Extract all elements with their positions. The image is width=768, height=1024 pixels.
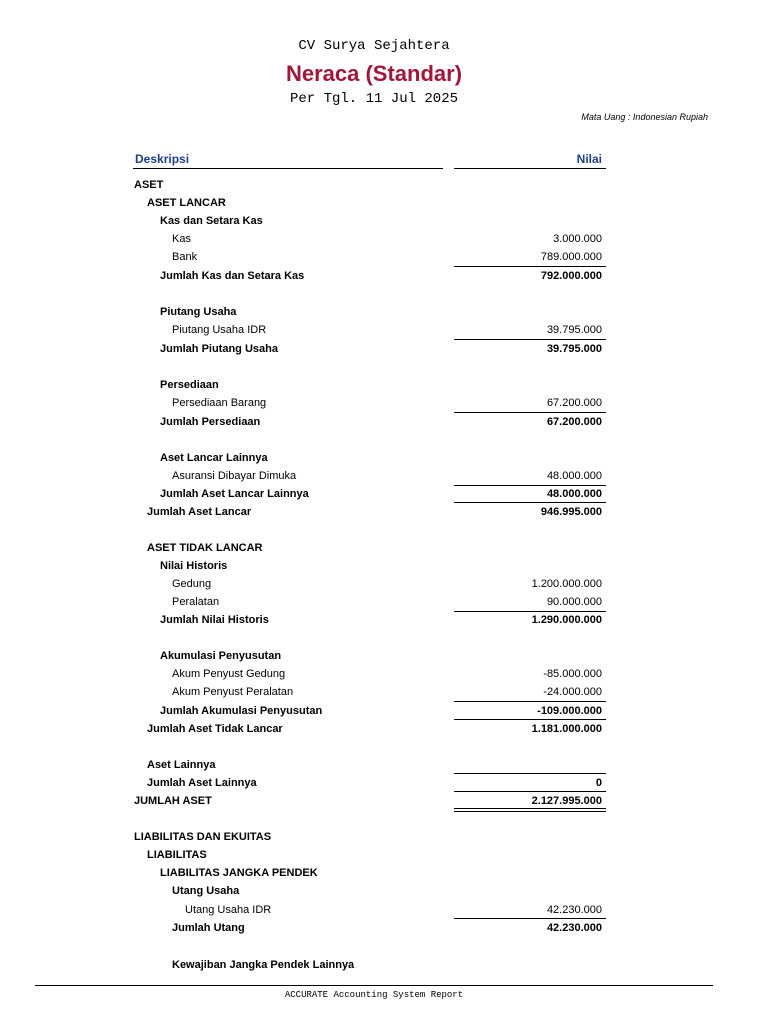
row-label: Akum Penyust Peralatan bbox=[172, 686, 294, 698]
account-row bbox=[0, 576, 768, 594]
account-row bbox=[0, 594, 768, 612]
subtotal-line bbox=[454, 266, 606, 267]
row-label: Jumlah Kas dan Setara Kas bbox=[160, 270, 305, 282]
row-label: Aset Lancar Lainnya bbox=[160, 452, 268, 464]
subgroup-heading bbox=[0, 865, 768, 883]
row-value: 2.127.995.000 bbox=[531, 795, 602, 807]
subtotal-row bbox=[0, 341, 768, 359]
subgroup-heading bbox=[0, 450, 768, 468]
row-label: Jumlah Nilai Historis bbox=[160, 614, 269, 626]
row-label: Jumlah Persediaan bbox=[160, 416, 261, 428]
row-value: 90.000.000 bbox=[546, 596, 602, 608]
row-label: LIABILITAS bbox=[147, 849, 207, 861]
subtotal-row bbox=[0, 703, 768, 721]
row-label: ASET LANCAR bbox=[147, 197, 226, 209]
row-value: 1.200.000.000 bbox=[531, 578, 602, 590]
total-line bbox=[454, 719, 606, 720]
row-label: Piutang Usaha bbox=[160, 306, 237, 318]
row-label: Kas dan Setara Kas bbox=[160, 215, 263, 227]
subtotal-row bbox=[0, 414, 768, 432]
group-heading bbox=[0, 847, 768, 865]
row-value: -109.000.000 bbox=[537, 705, 602, 717]
subgroup-heading bbox=[0, 304, 768, 322]
total-row bbox=[0, 504, 768, 522]
row-label: Nilai Historis bbox=[160, 560, 228, 572]
header-underline-description bbox=[133, 168, 443, 169]
row-label: Asuransi Dibayar Dimuka bbox=[172, 470, 297, 482]
row-value: -85.000.000 bbox=[543, 668, 602, 680]
report-title: Neraca (Standar) bbox=[285, 61, 463, 86]
row-label: Jumlah Aset Lancar bbox=[147, 506, 252, 518]
subtotal-line bbox=[454, 339, 606, 340]
subtotal-row bbox=[0, 920, 768, 938]
subgroup-heading bbox=[0, 957, 768, 975]
row-value: 789.000.000 bbox=[540, 251, 602, 263]
total-line bbox=[454, 791, 606, 792]
row-label: Persediaan bbox=[160, 379, 219, 391]
group-heading bbox=[0, 540, 768, 558]
subtotal-line bbox=[454, 918, 606, 919]
section-heading bbox=[0, 829, 768, 847]
group-heading bbox=[0, 195, 768, 213]
row-value: 67.200.000 bbox=[546, 416, 602, 428]
row-label: Jumlah Aset Lainnya bbox=[147, 777, 257, 789]
row-label: JUMLAH ASET bbox=[134, 795, 212, 807]
row-value: 42.230.000 bbox=[546, 904, 602, 916]
row-value: 946.995.000 bbox=[540, 506, 602, 518]
account-row bbox=[0, 468, 768, 486]
account-row bbox=[0, 322, 768, 340]
row-label: Jumlah Akumulasi Penyusutan bbox=[160, 705, 323, 717]
total-line bbox=[454, 502, 606, 503]
row-value: 792.000.000 bbox=[540, 270, 602, 282]
row-label: Kas bbox=[172, 233, 191, 245]
subtotal-line bbox=[454, 701, 606, 702]
footer-text: ACCURATE Accounting System Report bbox=[284, 990, 464, 1000]
subgroup-heading bbox=[0, 558, 768, 576]
subtotal-row bbox=[0, 612, 768, 630]
row-label: Peralatan bbox=[172, 596, 220, 608]
grand-total-row bbox=[0, 793, 768, 811]
account-row bbox=[0, 902, 768, 920]
subtotal-row bbox=[0, 486, 768, 504]
row-label: Kewajiban Jangka Pendek Lainnya bbox=[172, 959, 355, 971]
row-value: 39.795.000 bbox=[546, 324, 602, 336]
subgroup-heading bbox=[0, 648, 768, 666]
account-row bbox=[0, 231, 768, 249]
row-value: 1.181.000.000 bbox=[531, 723, 602, 735]
row-value: 0 bbox=[595, 777, 602, 789]
header-underline-value bbox=[454, 168, 606, 169]
row-label: Akumulasi Penyusutan bbox=[160, 650, 282, 662]
row-value: 1.290.000.000 bbox=[531, 614, 602, 626]
row-label: Jumlah Piutang Usaha bbox=[160, 343, 278, 355]
section-heading bbox=[0, 177, 768, 195]
row-label: Jumlah Aset Tidak Lancar bbox=[147, 723, 283, 735]
row-value: 67.200.000 bbox=[546, 397, 602, 409]
total-row bbox=[0, 721, 768, 739]
row-label: Piutang Usaha IDR bbox=[172, 324, 267, 336]
subgroup-heading bbox=[0, 377, 768, 395]
row-label: Akum Penyust Gedung bbox=[172, 668, 286, 680]
total-row bbox=[0, 775, 768, 793]
company-name: CV Surya Sejahtera bbox=[298, 38, 450, 54]
currency-note: Mata Uang : Indonesian Rupiah bbox=[581, 112, 708, 122]
subtotal-row bbox=[0, 268, 768, 286]
row-value: 48.000.000 bbox=[546, 470, 602, 482]
row-label: Jumlah Aset Lancar Lainnya bbox=[160, 488, 309, 500]
account-row bbox=[0, 684, 768, 702]
row-label: ASET bbox=[134, 179, 164, 191]
row-label: LIABILITAS JANGKA PENDEK bbox=[160, 867, 318, 879]
column-header-value: Nilai bbox=[576, 152, 602, 166]
row-label: Gedung bbox=[172, 578, 212, 590]
row-label: ASET TIDAK LANCAR bbox=[147, 542, 263, 554]
row-label: Aset Lainnya bbox=[147, 759, 216, 771]
row-value: 42.230.000 bbox=[546, 922, 602, 934]
report-date: Per Tgl. 11 Jul 2025 bbox=[289, 91, 459, 107]
row-label: Jumlah Utang bbox=[172, 922, 245, 934]
account-row bbox=[0, 249, 768, 267]
row-value: 48.000.000 bbox=[546, 488, 602, 500]
row-label: Utang Usaha bbox=[172, 885, 240, 897]
subtotal-line bbox=[454, 412, 606, 413]
subgroup-heading bbox=[0, 883, 768, 901]
row-label: LIABILITAS DAN EKUITAS bbox=[134, 831, 272, 843]
row-value: -24.000.000 bbox=[543, 686, 602, 698]
row-value: 39.795.000 bbox=[546, 343, 602, 355]
footer-divider bbox=[35, 985, 713, 986]
account-row bbox=[0, 395, 768, 413]
column-header-description: Deskripsi bbox=[135, 152, 190, 166]
subgroup-heading bbox=[0, 213, 768, 231]
row-value: 3.000.000 bbox=[553, 233, 602, 245]
grand-total-double-line bbox=[454, 808, 606, 812]
group-heading bbox=[0, 757, 768, 775]
row-label: Utang Usaha IDR bbox=[185, 904, 272, 916]
subtotal-line bbox=[454, 773, 606, 774]
row-label: Persediaan Barang bbox=[172, 397, 267, 409]
account-row bbox=[0, 666, 768, 684]
row-label: Bank bbox=[172, 251, 198, 263]
